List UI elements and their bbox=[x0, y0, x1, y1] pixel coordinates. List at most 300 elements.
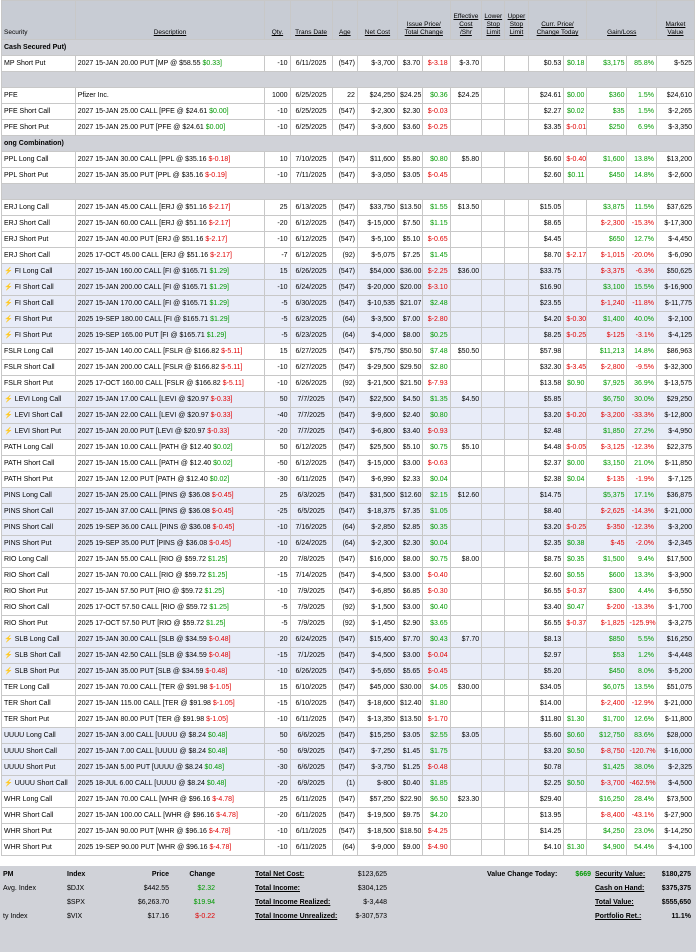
position-row[interactable] bbox=[2, 152, 695, 168]
trans-date-cell: 7/8/2025 bbox=[290, 552, 332, 568]
net-cost-cell: $-13,350 bbox=[357, 712, 397, 728]
position-row[interactable] bbox=[2, 552, 695, 568]
description-cell bbox=[75, 760, 265, 776]
effective-cost-cell: $30.00 bbox=[450, 680, 482, 696]
gain-loss-pct-cell: 9.4% bbox=[627, 552, 656, 568]
gain-loss-cell: $-2,300 bbox=[587, 216, 627, 232]
lower-stop-cell bbox=[482, 744, 505, 760]
market-value-cell: $-3,275 bbox=[656, 616, 694, 632]
effective-cost-cell: $5.80 bbox=[450, 152, 482, 168]
change-today-cell: $0.38 bbox=[564, 536, 587, 552]
alert-bolt-icon: ⚡ bbox=[4, 779, 13, 787]
position-row[interactable] bbox=[2, 264, 695, 280]
underlying-change: $-0.45] bbox=[209, 539, 231, 547]
market-value-cell: $-13,575 bbox=[656, 376, 694, 392]
position-row[interactable] bbox=[2, 488, 695, 504]
age-cell: (547) bbox=[332, 488, 357, 504]
current-price-cell: $57.98 bbox=[528, 344, 564, 360]
lower-stop-cell bbox=[482, 648, 505, 664]
issue-price-cell: $7.25 bbox=[397, 248, 422, 264]
current-price-cell: $2.60 bbox=[528, 568, 564, 584]
description-text: 2027 15-JAN 70.00 CALL [RIO @ $59.72 bbox=[77, 571, 208, 579]
gain-loss-pct-cell: 15.5% bbox=[627, 280, 656, 296]
upper-stop-cell bbox=[505, 712, 528, 728]
security-name: PINS Long Call bbox=[4, 491, 52, 499]
underlying-change: $-0.48] bbox=[208, 651, 231, 659]
trans-date-cell: 6/5/2025 bbox=[290, 504, 332, 520]
description-cell bbox=[75, 440, 265, 456]
col-curr-price[interactable]: Curr. Price/ Change Today bbox=[528, 1, 587, 40]
age-cell: (547) bbox=[332, 472, 357, 488]
current-price-cell: $8.13 bbox=[528, 632, 564, 648]
security-cell bbox=[2, 840, 76, 856]
description-cell bbox=[75, 696, 265, 712]
position-row[interactable] bbox=[2, 632, 695, 648]
upper-stop-cell bbox=[505, 728, 528, 744]
col-description[interactable]: Description bbox=[75, 1, 265, 40]
trans-date-cell: 6/12/2025 bbox=[290, 248, 332, 264]
position-row[interactable] bbox=[2, 664, 695, 680]
qty-cell: -10 bbox=[265, 712, 290, 728]
upper-stop-cell bbox=[505, 376, 528, 392]
position-row[interactable] bbox=[2, 600, 695, 616]
upper-stop-cell bbox=[505, 264, 528, 280]
col-net-cost[interactable]: Net Cost bbox=[357, 1, 397, 40]
index-col-header: Index bbox=[67, 871, 86, 878]
underlying-change: $-5.11] bbox=[221, 363, 243, 371]
trans-date-cell: 6/26/2025 bbox=[290, 664, 332, 680]
current-price-cell: $8.70 bbox=[528, 248, 564, 264]
issue-price-cell: $36.00 bbox=[397, 264, 422, 280]
description-text: 2027 15-JAN 30.00 CALL [SLB @ $34.59 bbox=[77, 635, 209, 643]
effective-cost-cell bbox=[450, 760, 482, 776]
underlying-change: $0.33] bbox=[202, 59, 222, 67]
age-cell: (547) bbox=[332, 296, 357, 312]
description-text: 2025 17-OCT 45.00 CALL [ERJ @ $51.16 bbox=[77, 251, 211, 259]
trans-date-cell: 6/23/2025 bbox=[290, 328, 332, 344]
trans-date-cell: 6/11/2025 bbox=[290, 712, 332, 728]
position-row[interactable] bbox=[2, 88, 695, 104]
net-cost-cell: $22,500 bbox=[357, 392, 397, 408]
col-issue-price[interactable]: Issue Price/ Total Change bbox=[397, 1, 450, 40]
upper-stop-cell bbox=[505, 792, 528, 808]
effective-cost-cell bbox=[450, 280, 482, 296]
position-row[interactable] bbox=[2, 328, 695, 344]
issue-price-cell: $5.10 bbox=[397, 232, 422, 248]
change-col-header: Change bbox=[189, 871, 215, 878]
position-row[interactable] bbox=[2, 104, 695, 120]
gain-loss-pct-cell: -462.5% bbox=[627, 776, 656, 792]
description-text: 2025 17-OCT 57.50 CALL [RIO @ $59.72 bbox=[77, 603, 210, 611]
position-row[interactable] bbox=[2, 776, 695, 792]
totals-table bbox=[252, 868, 390, 924]
col-market-value[interactable]: Market Value bbox=[656, 1, 694, 40]
current-price-cell: $8.75 bbox=[528, 552, 564, 568]
security-cell bbox=[2, 504, 76, 520]
upper-stop-cell bbox=[505, 312, 528, 328]
market-value-cell: $86,963 bbox=[656, 344, 694, 360]
description-cell bbox=[75, 104, 265, 120]
col-age[interactable]: Age bbox=[332, 1, 357, 40]
trans-date-cell: 6/24/2025 bbox=[290, 536, 332, 552]
position-row[interactable] bbox=[2, 760, 695, 776]
total-income-realized-value: $-3,448 bbox=[363, 899, 387, 906]
security-cell bbox=[2, 616, 76, 632]
gain-loss-pct-cell: -14.3% bbox=[627, 504, 656, 520]
age-cell: (547) bbox=[332, 824, 357, 840]
description-text: 2027 15-JAN 55.00 CALL [RIO @ $59.72 bbox=[77, 555, 208, 563]
current-price-cell: $3.20 bbox=[528, 408, 564, 424]
alert-bolt-icon: ⚡ bbox=[4, 427, 13, 435]
issue-price-cell: $1.45 bbox=[397, 744, 422, 760]
issue-price-cell: $2.30 bbox=[397, 104, 422, 120]
position-row[interactable] bbox=[2, 840, 695, 856]
description-cell bbox=[75, 616, 265, 632]
position-row[interactable] bbox=[2, 296, 695, 312]
change-today-cell: $0.55 bbox=[564, 568, 587, 584]
change-today-cell: $-0.25 bbox=[564, 328, 587, 344]
lower-stop-cell bbox=[482, 680, 505, 696]
current-price-cell: $4.45 bbox=[528, 232, 564, 248]
gain-loss-cell: $-350 bbox=[587, 520, 627, 536]
description-cell bbox=[75, 680, 265, 696]
security-name: PFE bbox=[4, 91, 18, 99]
position-row[interactable] bbox=[2, 424, 695, 440]
lower-stop-cell bbox=[482, 360, 505, 376]
col-upper-stop[interactable]: Upper Stop Limit bbox=[505, 1, 528, 40]
gain-loss-pct-cell: 13.5% bbox=[627, 680, 656, 696]
index-change: $-0.22 bbox=[195, 913, 215, 920]
security-name: RIO Short Put bbox=[4, 587, 48, 595]
current-price-cell: $11.80 bbox=[528, 712, 564, 728]
total-change-cell: $-0.65 bbox=[423, 232, 450, 248]
market-value-cell: $-4,450 bbox=[656, 232, 694, 248]
security-cell bbox=[2, 328, 76, 344]
issue-price-cell: $6.85 bbox=[397, 584, 422, 600]
total-change-cell: $6.50 bbox=[423, 792, 450, 808]
issue-price-cell: $13.50 bbox=[397, 200, 422, 216]
index-symbol: $VIX bbox=[67, 913, 83, 920]
market-value-cell: $22,375 bbox=[656, 440, 694, 456]
market-value-cell: $73,500 bbox=[656, 792, 694, 808]
gain-loss-pct-cell: 14.8% bbox=[627, 344, 656, 360]
change-today-cell: $-2.17 bbox=[564, 248, 587, 264]
description-cell bbox=[75, 536, 265, 552]
lower-stop-cell bbox=[482, 552, 505, 568]
description-cell bbox=[75, 552, 265, 568]
change-today-cell bbox=[564, 344, 587, 360]
description-text: 2027 15-JAN 45.00 CALL [ERJ @ $51.16 bbox=[77, 203, 209, 211]
effective-cost-cell: $-3.70 bbox=[450, 56, 482, 72]
position-row[interactable] bbox=[2, 344, 695, 360]
total-change-cell: $-3.18 bbox=[423, 56, 450, 72]
position-row[interactable] bbox=[2, 680, 695, 696]
issue-price-cell: $3.70 bbox=[397, 56, 422, 72]
net-cost-cell: $-5,100 bbox=[357, 232, 397, 248]
change-today-cell bbox=[564, 280, 587, 296]
total-change-cell: $-7.93 bbox=[423, 376, 450, 392]
description-text: 2027 15-JAN 25.00 CALL [PFE @ $24.61 bbox=[77, 107, 210, 115]
col-trans-date[interactable]: Trans Date bbox=[290, 1, 332, 40]
change-today-cell bbox=[564, 792, 587, 808]
trans-date-cell: 7/9/2025 bbox=[290, 600, 332, 616]
group-header-row[interactable] bbox=[2, 40, 695, 56]
trans-date-cell: 6/25/2025 bbox=[290, 88, 332, 104]
gain-loss-pct-cell: 12.7% bbox=[627, 232, 656, 248]
gain-loss-pct-cell: 11.5% bbox=[627, 200, 656, 216]
total-change-cell: $0.25 bbox=[423, 328, 450, 344]
current-price-cell: $14.75 bbox=[528, 488, 564, 504]
security-name: ERJ Short Call bbox=[4, 251, 50, 259]
gain-loss-pct-cell: 21.0% bbox=[627, 456, 656, 472]
description-cell bbox=[75, 248, 265, 264]
qty-cell: -10 bbox=[265, 280, 290, 296]
price-col-header: Price bbox=[151, 871, 169, 878]
position-row[interactable] bbox=[2, 120, 695, 136]
total-income-unrealized-label: Total Income Unrealized: bbox=[255, 913, 338, 920]
position-row[interactable] bbox=[2, 280, 695, 296]
effective-cost-cell bbox=[450, 808, 482, 824]
change-today-cell: $-0.20 bbox=[564, 408, 587, 424]
current-price-cell: $3.35 bbox=[528, 120, 564, 136]
current-price-cell: $5.85 bbox=[528, 392, 564, 408]
effective-cost-cell bbox=[450, 616, 482, 632]
security-name: PINS Short Call bbox=[4, 523, 54, 531]
description-text: 2027 15-JAN 20.00 PUT [MP @ $58.55 bbox=[77, 59, 203, 67]
group-label: Cash Secured Put) bbox=[2, 40, 695, 56]
security-name: RIO Short Call bbox=[4, 571, 50, 579]
net-cost-cell: $54,000 bbox=[357, 264, 397, 280]
position-row[interactable] bbox=[2, 392, 695, 408]
col-gain-loss[interactable]: Gain/Loss bbox=[587, 1, 657, 40]
col-qty[interactable]: Qty. bbox=[265, 1, 290, 40]
qty-cell: -20 bbox=[265, 216, 290, 232]
lower-stop-cell bbox=[482, 232, 505, 248]
net-cost-cell: $-7,250 bbox=[357, 744, 397, 760]
age-cell: (1) bbox=[332, 776, 357, 792]
net-cost-cell: $24,250 bbox=[357, 88, 397, 104]
position-row[interactable] bbox=[2, 232, 695, 248]
position-row[interactable] bbox=[2, 792, 695, 808]
issue-price-cell: $3.00 bbox=[397, 600, 422, 616]
gain-loss-pct-cell: 36.9% bbox=[627, 376, 656, 392]
description-cell bbox=[75, 504, 265, 520]
issue-price-cell: $3.60 bbox=[397, 120, 422, 136]
upper-stop-cell bbox=[505, 200, 528, 216]
upper-stop-cell bbox=[505, 360, 528, 376]
col-security[interactable]: Security bbox=[2, 1, 76, 40]
lower-stop-cell bbox=[482, 760, 505, 776]
position-row[interactable] bbox=[2, 568, 695, 584]
net-cost-cell: $-3,500 bbox=[357, 312, 397, 328]
market-value-cell: $-4,950 bbox=[656, 424, 694, 440]
gain-loss-cell: $3,875 bbox=[587, 200, 627, 216]
security-name: PFE Short Put bbox=[4, 123, 49, 131]
position-row[interactable] bbox=[2, 520, 695, 536]
position-row[interactable] bbox=[2, 824, 695, 840]
security-cell bbox=[2, 56, 76, 72]
current-price-cell: $6.55 bbox=[528, 616, 564, 632]
change-today-cell bbox=[564, 808, 587, 824]
description-text: 2027 15-JAN 15.00 CALL [PATH @ $12.40 bbox=[77, 459, 214, 467]
trans-date-cell: 6/11/2025 bbox=[290, 792, 332, 808]
current-price-cell: $13.95 bbox=[528, 808, 564, 824]
total-change-cell: $2.80 bbox=[423, 360, 450, 376]
qty-cell: -10 bbox=[265, 584, 290, 600]
position-row[interactable] bbox=[2, 312, 695, 328]
security-name: PINS Short Put bbox=[4, 539, 52, 547]
underlying-change: $-5.11] bbox=[221, 347, 243, 355]
age-cell: (547) bbox=[332, 744, 357, 760]
underlying-change: $-0.18] bbox=[208, 155, 231, 163]
lower-stop-cell bbox=[482, 104, 505, 120]
position-row[interactable] bbox=[2, 504, 695, 520]
current-price-cell: $24.61 bbox=[528, 88, 564, 104]
market-value-cell: $24,610 bbox=[656, 88, 694, 104]
effective-cost-cell bbox=[450, 456, 482, 472]
total-change-cell: $2.15 bbox=[423, 488, 450, 504]
change-today-cell bbox=[564, 632, 587, 648]
underlying-change: $-1.05] bbox=[212, 699, 235, 707]
upper-stop-cell bbox=[505, 552, 528, 568]
current-price-cell: $34.05 bbox=[528, 680, 564, 696]
gain-loss-cell: $3,175 bbox=[587, 56, 627, 72]
position-row[interactable] bbox=[2, 216, 695, 232]
effective-cost-cell bbox=[450, 696, 482, 712]
upper-stop-cell bbox=[505, 344, 528, 360]
lower-stop-cell bbox=[482, 200, 505, 216]
gain-loss-cell: $600 bbox=[587, 568, 627, 584]
net-cost-cell: $-18,500 bbox=[357, 824, 397, 840]
net-cost-cell: $-18,600 bbox=[357, 696, 397, 712]
security-name: RIO Long Call bbox=[4, 555, 48, 563]
gain-loss-pct-cell: -20.0% bbox=[627, 248, 656, 264]
position-row[interactable] bbox=[2, 200, 695, 216]
total-income-label: Total Income: bbox=[255, 885, 300, 892]
issue-price-cell: $7.50 bbox=[397, 216, 422, 232]
description-text: 2027 15-JAN 37.00 CALL [PINS @ $36.08 bbox=[77, 507, 212, 515]
change-today-cell bbox=[564, 424, 587, 440]
trans-date-cell: 6/12/2025 bbox=[290, 216, 332, 232]
position-row[interactable] bbox=[2, 456, 695, 472]
current-price-cell: $2.35 bbox=[528, 536, 564, 552]
position-row[interactable] bbox=[2, 744, 695, 760]
market-value-cell: $-2,600 bbox=[656, 168, 694, 184]
age-cell: (547) bbox=[332, 104, 357, 120]
position-row[interactable] bbox=[2, 376, 695, 392]
security-name: SLB Short Put bbox=[14, 667, 60, 675]
position-row[interactable] bbox=[2, 536, 695, 552]
net-cost-cell: $-2,300 bbox=[357, 536, 397, 552]
description-cell bbox=[75, 568, 265, 584]
total-change-cell: $0.75 bbox=[423, 440, 450, 456]
total-change-cell: $1.35 bbox=[423, 392, 450, 408]
security-name: FI Short Put bbox=[14, 315, 53, 323]
issue-price-cell: $20.00 bbox=[397, 280, 422, 296]
security-cell bbox=[2, 280, 76, 296]
position-row[interactable] bbox=[2, 408, 695, 424]
security-cell bbox=[2, 456, 76, 472]
upper-stop-cell bbox=[505, 824, 528, 840]
gain-loss-cell: $650 bbox=[587, 232, 627, 248]
security-cell bbox=[2, 600, 76, 616]
col-lower-stop[interactable]: Lower Stop Limit bbox=[482, 1, 505, 40]
upper-stop-cell bbox=[505, 392, 528, 408]
age-cell: (547) bbox=[332, 728, 357, 744]
current-price-cell: $33.75 bbox=[528, 264, 564, 280]
description-text: 2027 15-JAN 17.00 CALL [LEVI @ $20.97 bbox=[77, 395, 211, 403]
total-change-cell: $1.15 bbox=[423, 216, 450, 232]
position-row[interactable] bbox=[2, 56, 695, 72]
position-row[interactable] bbox=[2, 808, 695, 824]
underlying-change: $-0.48] bbox=[205, 667, 228, 675]
position-row[interactable] bbox=[2, 248, 695, 264]
net-cost-cell: $33,750 bbox=[357, 200, 397, 216]
gain-loss-pct-cell: -6.3% bbox=[627, 264, 656, 280]
position-row[interactable] bbox=[2, 696, 695, 712]
age-cell: (547) bbox=[332, 504, 357, 520]
age-cell: (92) bbox=[332, 600, 357, 616]
total-change-cell: $0.80 bbox=[423, 408, 450, 424]
qty-cell: -5 bbox=[265, 616, 290, 632]
qty-cell: 25 bbox=[265, 200, 290, 216]
age-cell: (547) bbox=[332, 264, 357, 280]
position-row[interactable] bbox=[2, 728, 695, 744]
age-cell: (547) bbox=[332, 200, 357, 216]
effective-cost-cell bbox=[450, 296, 482, 312]
underlying-change: $-0.48] bbox=[208, 635, 231, 643]
position-row[interactable] bbox=[2, 616, 695, 632]
position-row[interactable] bbox=[2, 360, 695, 376]
upper-stop-cell bbox=[505, 680, 528, 696]
issue-price-cell: $7.00 bbox=[397, 312, 422, 328]
age-cell: (547) bbox=[332, 568, 357, 584]
security-name: UUUU Short Call bbox=[4, 747, 57, 755]
age-cell: (92) bbox=[332, 248, 357, 264]
underlying-change: $1.29] bbox=[206, 331, 227, 339]
market-value-cell: $13,200 bbox=[656, 152, 694, 168]
security-cell bbox=[2, 648, 76, 664]
spacer-cell bbox=[2, 72, 695, 88]
position-row[interactable] bbox=[2, 584, 695, 600]
position-row[interactable] bbox=[2, 648, 695, 664]
col-effective-cost[interactable]: Effective Cost /Shr bbox=[450, 1, 482, 40]
current-price-cell: $8.25 bbox=[528, 328, 564, 344]
age-cell: (64) bbox=[332, 536, 357, 552]
total-change-cell: $-0.30 bbox=[423, 584, 450, 600]
gain-loss-pct-cell: -125.9% bbox=[627, 616, 656, 632]
effective-cost-cell: $24.25 bbox=[450, 88, 482, 104]
position-row[interactable] bbox=[2, 472, 695, 488]
underlying-change: $0.02] bbox=[209, 475, 230, 483]
group-header-row[interactable] bbox=[2, 136, 695, 152]
position-row[interactable] bbox=[2, 440, 695, 456]
issue-price-cell: $2.85 bbox=[397, 520, 422, 536]
position-row[interactable] bbox=[2, 168, 695, 184]
index-name bbox=[0, 896, 64, 910]
upper-stop-cell bbox=[505, 488, 528, 504]
security-cell bbox=[2, 680, 76, 696]
age-cell: (547) bbox=[332, 552, 357, 568]
market-value-cell: $-14,250 bbox=[656, 824, 694, 840]
upper-stop-cell bbox=[505, 744, 528, 760]
security-cell bbox=[2, 664, 76, 680]
position-row[interactable] bbox=[2, 712, 695, 728]
market-value-cell: $-1,700 bbox=[656, 600, 694, 616]
change-today-cell bbox=[564, 264, 587, 280]
security-cell bbox=[2, 200, 76, 216]
issue-price-cell: $12.60 bbox=[397, 488, 422, 504]
